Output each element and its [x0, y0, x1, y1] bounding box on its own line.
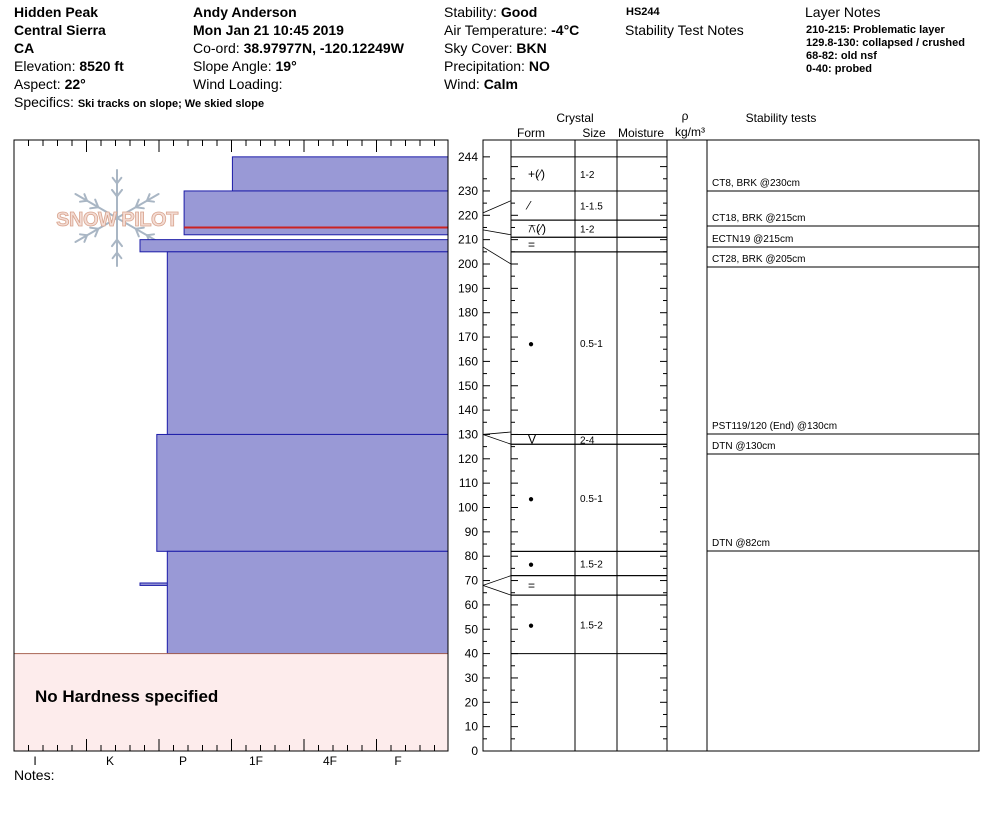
height-tick-label: 170	[457, 330, 478, 345]
column-header: Size	[582, 126, 606, 140]
flake-branch	[147, 201, 154, 202]
flake-branch	[80, 234, 87, 235]
grain-form: +(⁄)	[528, 166, 546, 181]
height-tick-label: 130	[457, 427, 478, 442]
layer-connector	[483, 434, 511, 444]
grain-size: 2-4	[580, 435, 595, 447]
height-tick-label: 100	[457, 500, 478, 515]
layer-note: 68-82: old nsf	[806, 50, 877, 62]
height-tick-label: 20	[464, 695, 478, 710]
stability-value: Good	[500, 4, 538, 20]
height-tick-label: 80	[464, 549, 478, 564]
layer-note: 129.8-130: collapsed / crushed	[806, 37, 965, 49]
layer-connectors	[483, 201, 511, 595]
layer-connector	[483, 230, 511, 235]
stability-test: DTN @130cm	[712, 441, 776, 452]
height-tick-label: 110	[458, 476, 478, 491]
grain-size: 0.5-1	[580, 339, 603, 351]
grain-form: ●	[528, 493, 535, 505]
grain-form: =	[528, 578, 536, 593]
location-name: Hidden Peak	[14, 4, 99, 20]
height-tick-label: 30	[464, 670, 478, 685]
sky-label: Sky Cover:	[444, 40, 513, 56]
grain-form: ⁄	[528, 198, 531, 213]
height-tick-label: 150	[457, 378, 478, 393]
notes-label: Notes:	[14, 767, 55, 783]
grain-size: 1-1.5	[580, 201, 603, 213]
snow-height: HS244	[626, 6, 660, 18]
grain-layers	[511, 157, 667, 654]
hardness-axis	[33, 754, 401, 768]
hardness-layers	[140, 157, 448, 654]
hardness-layer	[167, 252, 448, 435]
height-tick-label: 230	[457, 183, 478, 198]
hardness-layer	[157, 434, 448, 551]
state: CA	[14, 40, 35, 56]
layer-notes-title: Layer Notes	[805, 4, 881, 20]
stability-test: CT8, BRK @230cm	[712, 178, 800, 189]
stability-test: ECTN19 @215cm	[712, 234, 794, 245]
height-tick-label: 10	[464, 719, 478, 734]
grain-size: 0.5-1	[580, 493, 603, 505]
height-tick-label: 200	[457, 257, 478, 271]
height-tick-label: 140	[457, 403, 478, 418]
precip-label: Precipitation:	[444, 58, 525, 74]
hardness-axis-label: I	[33, 754, 37, 768]
height-tick-label: 50	[464, 622, 478, 637]
height-tick-label: 160	[457, 354, 478, 369]
layer-connector	[483, 247, 511, 264]
elevation-value: 8520 ft	[79, 58, 124, 74]
observer: Andy Anderson	[193, 4, 297, 20]
column-headers	[517, 109, 816, 140]
height-tick-label: 210	[457, 232, 478, 247]
logo-text: SNOW PILOT	[56, 209, 178, 231]
air-temp-value: -4°C	[551, 22, 580, 38]
aspect-value: 22°	[64, 76, 86, 92]
layer-connector	[483, 201, 511, 213]
no-hardness-label: No Hardness specified	[35, 687, 219, 706]
specifics-value: Ski tracks on slope; We skied slope	[77, 98, 265, 110]
grain-size: 1-2	[580, 224, 595, 236]
hardness-axis-label: K	[105, 754, 115, 768]
stability-tests	[707, 178, 979, 551]
stability-test: PST119/120 (End) @130cm	[712, 421, 838, 432]
height-tick-label: 90	[464, 524, 478, 539]
height-tick-label: 180	[457, 305, 478, 320]
hardness-axis-label: F	[394, 754, 402, 768]
column-header: Moisture	[617, 126, 665, 140]
height-tick-label: 190	[457, 281, 478, 296]
grain-form: V	[528, 432, 537, 447]
layer-connector	[483, 585, 511, 595]
precip-value: NO	[528, 58, 550, 74]
grain-size: 1.5-2	[580, 620, 603, 632]
coord-label: Co-ord:	[193, 40, 240, 56]
grain-size: 1.5-2	[580, 559, 603, 571]
flake-branch	[147, 234, 154, 235]
column-header: Crystal	[556, 111, 594, 125]
wind-label: Wind:	[444, 76, 480, 92]
hardness-layer	[140, 240, 448, 252]
sky-value: BKN	[516, 40, 547, 56]
hardness-axis-label: 1F	[248, 754, 264, 768]
column-header: Stability tests	[745, 111, 817, 125]
layer-connector	[483, 432, 511, 434]
height-tick-label: 60	[464, 597, 478, 612]
column-header: kg/m³	[675, 125, 705, 139]
height-tick-label: 0	[471, 744, 478, 758]
flake-branch	[80, 201, 87, 202]
wind-value: Calm	[483, 76, 518, 92]
wind-loading: Wind Loading:	[193, 76, 283, 92]
elevation-label: Elevation:	[14, 58, 76, 74]
layer-note: 210-215: Problematic layer	[806, 24, 945, 36]
column-header: Form	[517, 126, 545, 140]
stability-test: CT28, BRK @205cm	[712, 254, 806, 265]
column-header: ρ	[681, 109, 689, 123]
height-tick-label: 244	[457, 149, 478, 164]
grain-form: =	[528, 237, 536, 252]
stability-test: CT18, BRK @215cm	[712, 213, 806, 224]
air-temp-label: Air Temperature:	[444, 22, 548, 38]
hardness-axis-label: 4F	[322, 754, 338, 768]
grain-size: 1-2	[580, 169, 595, 181]
mountain-range: Central Sierra	[14, 22, 106, 38]
hardness-axis-label: P	[178, 754, 188, 768]
height-tick-label: 120	[457, 451, 478, 466]
grain-form: ⚻(⁄)	[528, 221, 546, 236]
hardness-layer	[232, 157, 448, 191]
slope-label: Slope Angle:	[193, 58, 272, 74]
slope-value: 19°	[275, 58, 297, 74]
stability-test: DTN @82cm	[712, 538, 770, 549]
grain-form: ●	[528, 559, 535, 571]
grain-form: ●	[528, 620, 535, 632]
height-tick-label: 40	[464, 646, 478, 661]
height-axis	[458, 140, 490, 758]
height-tick-label: 220	[457, 208, 478, 223]
coord-value: 38.97977N, -120.12249W	[243, 40, 404, 56]
height-tick-label: 70	[464, 573, 478, 588]
layer-note: 0-40: probed	[806, 63, 873, 75]
grain-form: ●	[528, 339, 535, 351]
observation-datetime: Mon Jan 21 10:45 2019	[193, 22, 344, 38]
hardness-layer	[167, 551, 448, 653]
aspect-label: Aspect:	[14, 76, 61, 92]
stability-label: Stability:	[444, 4, 497, 20]
specifics-label: Specifics:	[14, 94, 74, 110]
stability-test-notes-title: Stability Test Notes	[625, 22, 744, 38]
